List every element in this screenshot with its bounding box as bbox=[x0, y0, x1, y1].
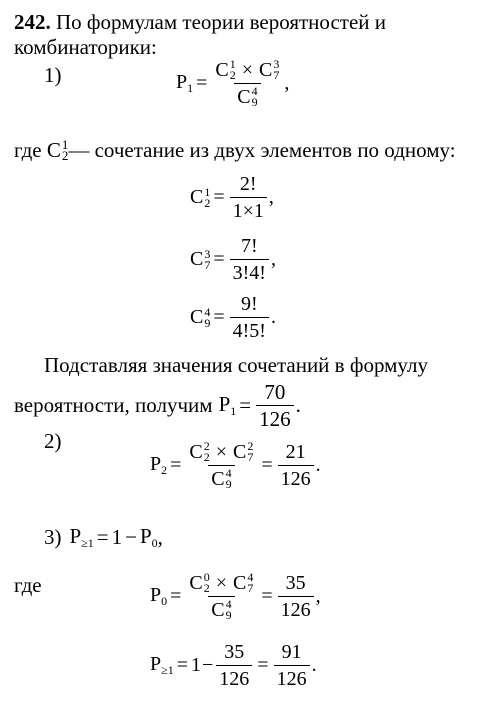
where-line: где C 1 2 — сочетание из двух элементов по одному: bbox=[14, 137, 456, 163]
substitute-line2: вероятности, получим P1 = $\frac{70}{126}$ . bbox=[14, 380, 301, 431]
formula-c73: C 3 7 = $\frac{7!}{3!4!}$ , bbox=[190, 235, 276, 284]
formula-pge1: $P_{\ge 1}$ = 1 − $\frac{35}{126}$ = $\frac{91}{126}$ . bbox=[150, 641, 317, 690]
formula-p0: $P_0$ = C 0 2 × C 4 7 C 4 9 = $\frac{35}{126}$ , bbox=[150, 570, 321, 622]
problem-intro-line2: комбинаторики: bbox=[14, 35, 157, 59]
formula-c94: C 4 9 = $\frac{9!}{4!5!}$ . bbox=[190, 293, 276, 342]
problem-number: 242. bbox=[14, 10, 51, 34]
problem-intro-line1: 242. По формулам теории вероятностей и bbox=[14, 10, 386, 34]
formula-c21: C 1 2 = $\frac{2!}{1\times 1}$ , bbox=[190, 173, 274, 222]
part1-label: 1) bbox=[44, 63, 62, 87]
formula-p2: $P_2$ = C 2 2 × C 2 7 C 4 9 = $\frac{21}{126}$ . bbox=[150, 439, 321, 491]
part2-label: 2) bbox=[44, 429, 62, 453]
formula-p1: $P_1$ = C 1 2 × C 3 7 C 4 9 , bbox=[176, 57, 290, 109]
part3-where: где bbox=[14, 573, 42, 597]
substitute-line1: Подставляя значения сочетаний в формулу bbox=[44, 353, 428, 377]
fraction: C 1 2 × C 3 7 C 4 9 bbox=[215, 57, 280, 109]
part3-line: 3) P≥1 = 1 − P0 , bbox=[44, 524, 163, 550]
